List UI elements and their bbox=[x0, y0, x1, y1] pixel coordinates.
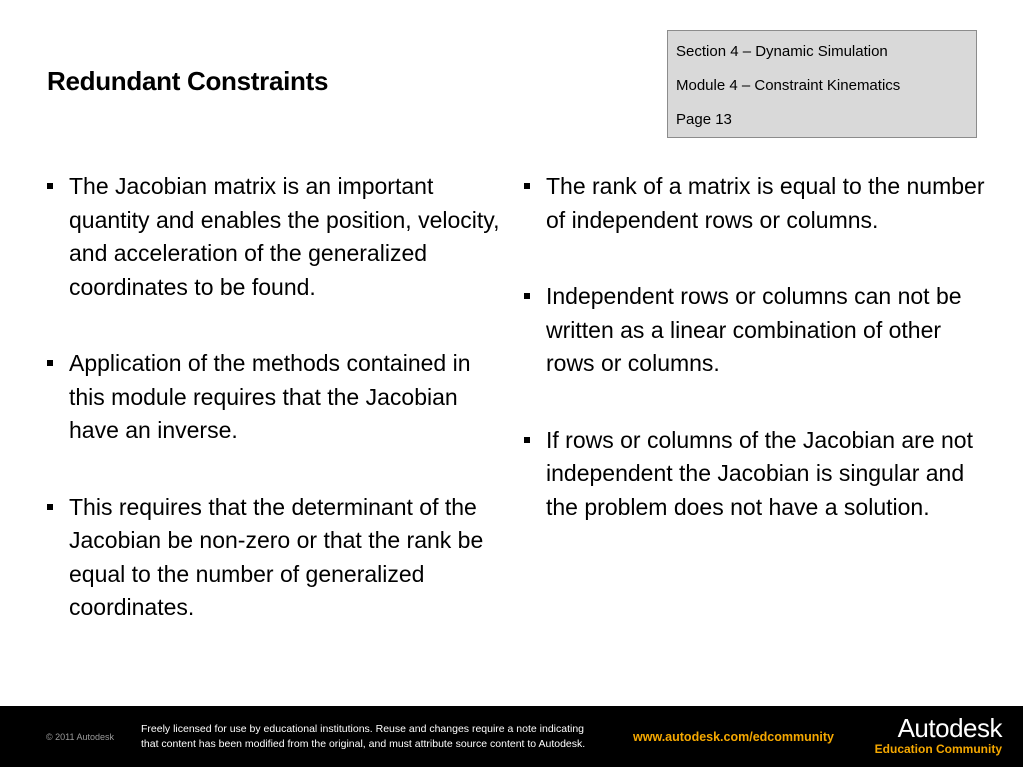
bullet-item bbox=[47, 170, 507, 304]
edcommunity-link[interactable]: www.autodesk.com/edcommunity bbox=[633, 730, 834, 744]
bullet-item bbox=[47, 491, 507, 625]
bullet-item bbox=[524, 424, 994, 525]
bullet-square-icon bbox=[524, 437, 530, 443]
license-text bbox=[141, 722, 626, 752]
bullet-text: The Jacobian matrix is an important quantity and enables the position, velocity, and acceleration of the generalized coordinates to be found. bbox=[69, 173, 500, 300]
bullet-square-icon bbox=[47, 504, 53, 510]
bullet-item bbox=[524, 280, 994, 381]
education-community-label: Education Community bbox=[874, 742, 1002, 756]
bullet-square-icon bbox=[524, 293, 530, 299]
bullet-item bbox=[47, 347, 507, 448]
module-label: Module 4 – Constraint Kinematics bbox=[676, 77, 901, 94]
bullet-text: Independent rows or columns can not be written as a linear combination of other rows or columns. bbox=[546, 283, 962, 376]
bullet-text: If rows or columns of the Jacobian are not independent the Jacobian is singular and the problem does not have a solution. bbox=[546, 426, 973, 520]
license-line-1: Freely licensed for use by educational institutions. Reuse and changes require a note indicating bbox=[141, 723, 585, 735]
page-label: Page 13 bbox=[676, 111, 732, 128]
bullet-square-icon bbox=[524, 183, 530, 189]
copyright-text: © 2011 Autodesk bbox=[46, 732, 115, 742]
autodesk-logo bbox=[866, 714, 1002, 756]
bullet-text: The rank of a matrix is equal to the number of independent rows or columns. bbox=[546, 173, 985, 233]
bullet-text: Application of the methods contained in this module requires that the Jacobian have an inverse. bbox=[69, 350, 471, 443]
section-label: Section 4 – Dynamic Simulation bbox=[676, 43, 888, 60]
footer-bar bbox=[0, 706, 1023, 767]
right-bullet-column bbox=[524, 170, 994, 524]
autodesk-wordmark: Autodesk bbox=[897, 713, 1002, 743]
bullet-item bbox=[524, 170, 994, 237]
bullet-square-icon bbox=[47, 183, 53, 189]
section-info-box bbox=[667, 30, 977, 138]
bullet-text: This requires that the determinant of the Jacobian be non-zero or that the rank be equal to the number of generalized coordinates. bbox=[69, 493, 484, 620]
slide-title: Redundant Constraints bbox=[47, 66, 329, 96]
left-bullet-column bbox=[47, 170, 507, 625]
license-line-2: that content has been modified from the original, and must attribute source content to Autodesk. bbox=[141, 738, 586, 750]
bullet-square-icon bbox=[47, 360, 53, 366]
